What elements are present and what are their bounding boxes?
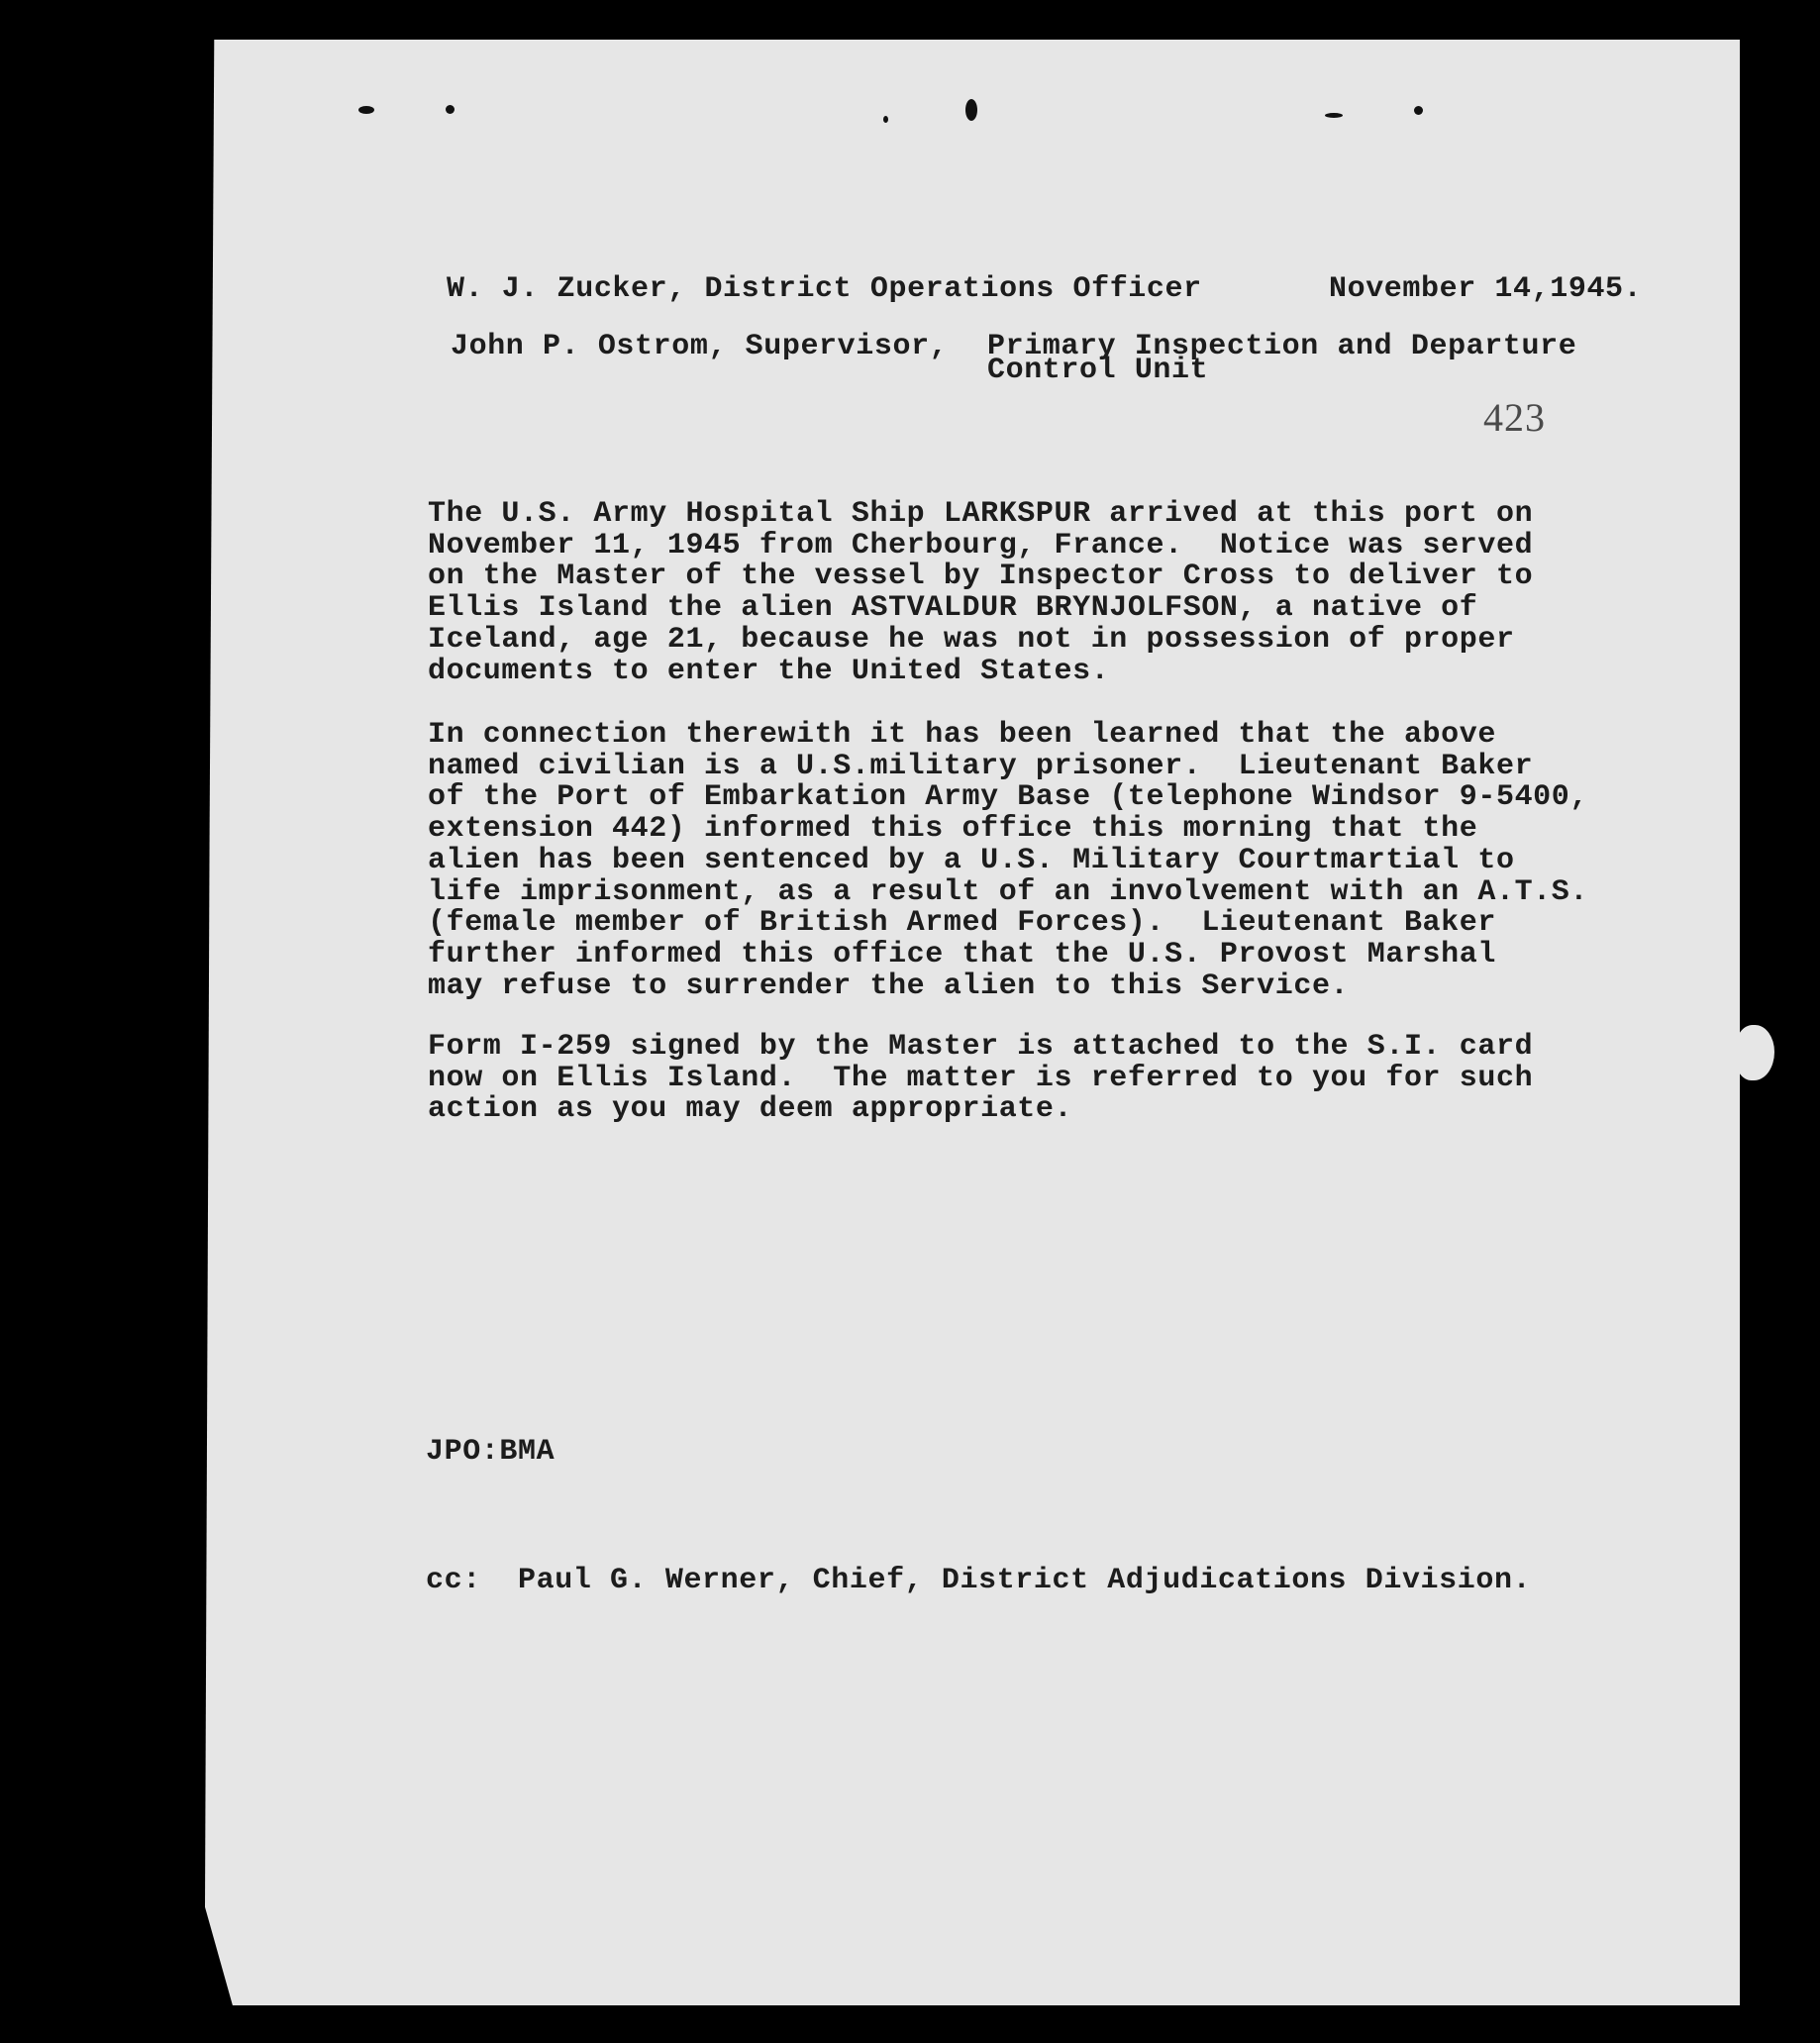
memo-paragraph-2 [428,720,1646,1002]
paragraph-line: alien has been sentenced by a U.S. Military Courtmartial to [428,843,1515,877]
punch-mark-center-dot [883,116,888,123]
carbon-copy-line: cc: Paul G. Werner, Chief, District Adjudications Division. [426,1564,1532,1597]
punch-mark-left [358,106,374,114]
paragraph-line: Iceland, age 21, because he was not in possession of proper [428,622,1515,657]
page-number-stamp: 423 [1483,395,1546,440]
memo-to-unit-line1: Primary Inspection and Departure [987,330,1577,363]
paragraph-line: In connection therewith it has been learned that the above [428,718,1496,752]
punch-mark-right-dot [1414,106,1423,115]
paper-edge-tab [1735,1025,1774,1080]
memo-paragraph-1 [428,499,1646,687]
paragraph-line: (female member of British Armed Forces). Lieutenant Baker [428,906,1496,941]
paragraph-line: documents to enter the United States. [428,654,1110,688]
paragraph-line: Ellis Island the alien ASTVALDUR BRYNJOLFSON, a native of [428,591,1478,626]
paragraph-line: of the Port of Embarkation Army Base (telephone Windsor 9-5400, [428,780,1588,815]
paragraph-line: extension 442) informed this office this morning that the [428,812,1478,847]
punch-mark-right [1325,113,1343,118]
paragraph-line: on the Master of the vessel by Inspector Cross to deliver to [428,560,1534,594]
paragraph-line: named civilian is a U.S.military prisoner. Lieutenant Baker [428,749,1534,783]
memo-to-name: John P. Ostrom, Supervisor, [451,330,949,363]
memo-date: November 14,1945. [1329,272,1643,306]
paragraph-line: now on Ellis Island. The matter is referred to you for such [428,1061,1534,1095]
memo-from-line: W. J. Zucker, District Operations Officer [447,272,1202,306]
memo-paragraph-3 [428,1032,1646,1126]
memo-to-unit-line2: Control Unit [987,354,1209,387]
typist-initials: JPO:BMA [426,1435,556,1469]
paragraph-line: action as you may deem appropriate. [428,1092,1073,1127]
punch-mark-center [965,99,977,121]
paragraph-line: November 11, 1945 from Cherbourg, France. Notice was served [428,528,1534,562]
paragraph-line: Form I-259 signed by the Master is attached to the S.I. card [428,1030,1534,1064]
paragraph-line: may refuse to surrender the alien to this Service. [428,969,1350,1003]
punch-mark-left-dot [446,105,455,114]
paragraph-line: life imprisonment, as a result of an involvement with an A.T.S. [428,874,1588,909]
paragraph-line: further informed this office that the U.S. Provost Marshal [428,937,1496,971]
paragraph-line: The U.S. Army Hospital Ship LARKSPUR arrived at this port on [428,497,1534,531]
